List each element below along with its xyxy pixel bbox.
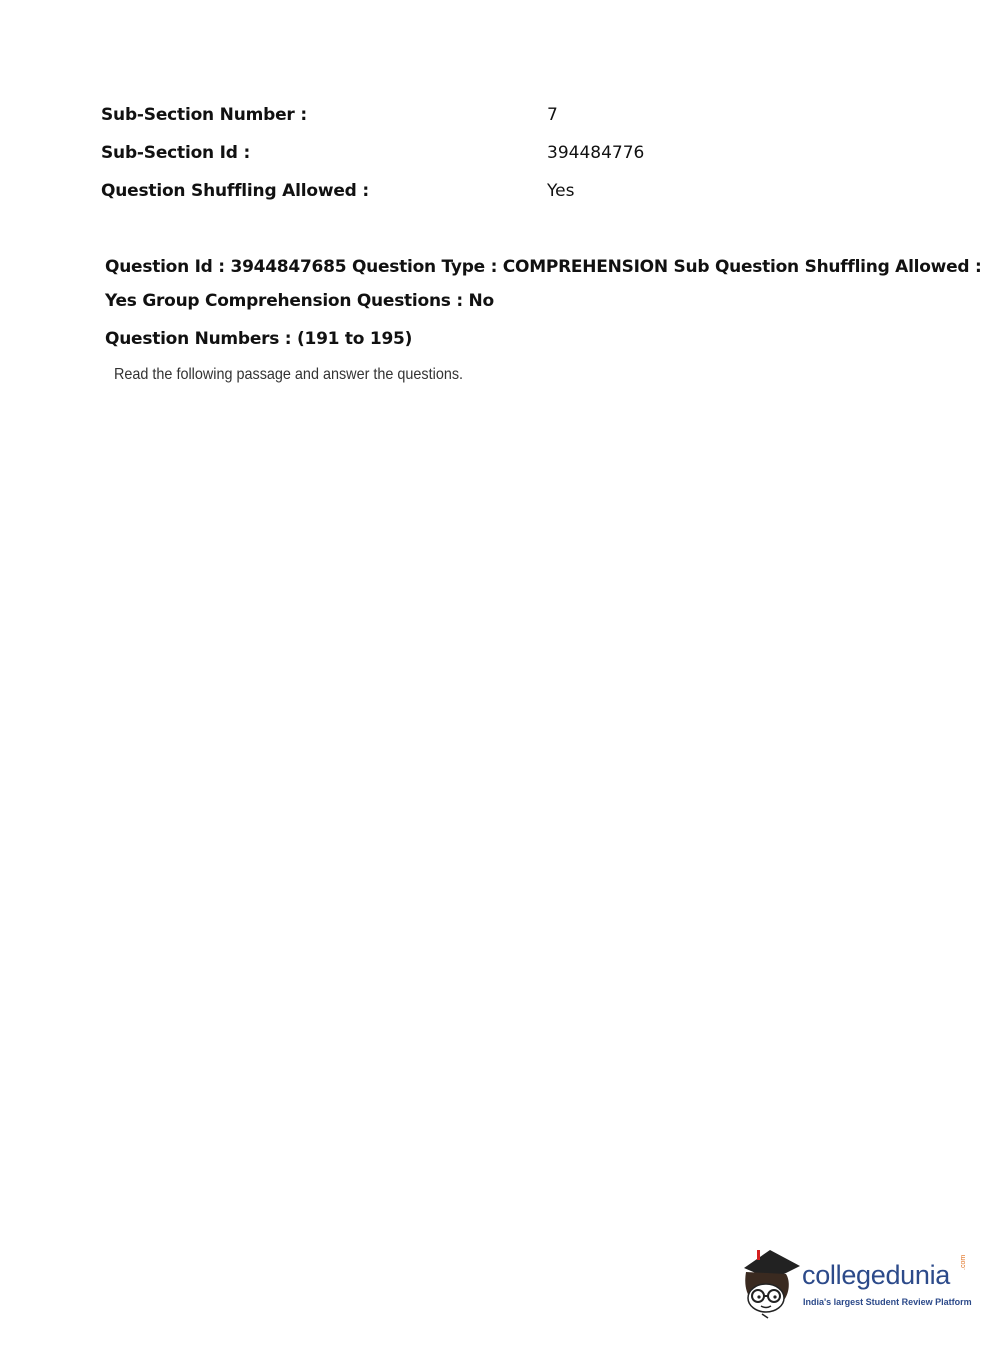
question-header — [105, 252, 982, 358]
brand-suffix: .com — [960, 1254, 967, 1270]
question-shuffling-row — [101, 172, 901, 210]
sub-section-number-value: 7 — [547, 105, 558, 125]
sub-section-number-label: Sub-Section Number : — [101, 105, 307, 125]
question-group-line: Yes Group Comprehension Questions : No — [105, 291, 494, 311]
collegedunia-logo — [740, 1246, 975, 1320]
brand-name: collegedunia — [802, 1260, 951, 1290]
brand-tagline: India's largest Student Review Platform — [803, 1297, 972, 1307]
student-mascot-icon — [740, 1246, 802, 1320]
question-shuffling-value: Yes — [547, 181, 575, 201]
sub-section-id-label: Sub-Section Id : — [101, 143, 251, 163]
sub-section-number-row — [101, 96, 901, 134]
sub-section-id-row — [101, 134, 901, 172]
passage-instruction: Read the following passage and answer the questions. — [114, 366, 464, 383]
sub-section-info — [101, 96, 901, 210]
question-shuffling-label: Question Shuffling Allowed : — [101, 181, 369, 201]
sub-section-id-value: 394484776 — [547, 143, 645, 163]
question-numbers: Question Numbers : (191 to 195) — [105, 329, 413, 349]
question-id-line: Question Id : 3944847685 Question Type : COMPREHENSION Sub Question Shuffling Allowed : — [105, 257, 982, 277]
